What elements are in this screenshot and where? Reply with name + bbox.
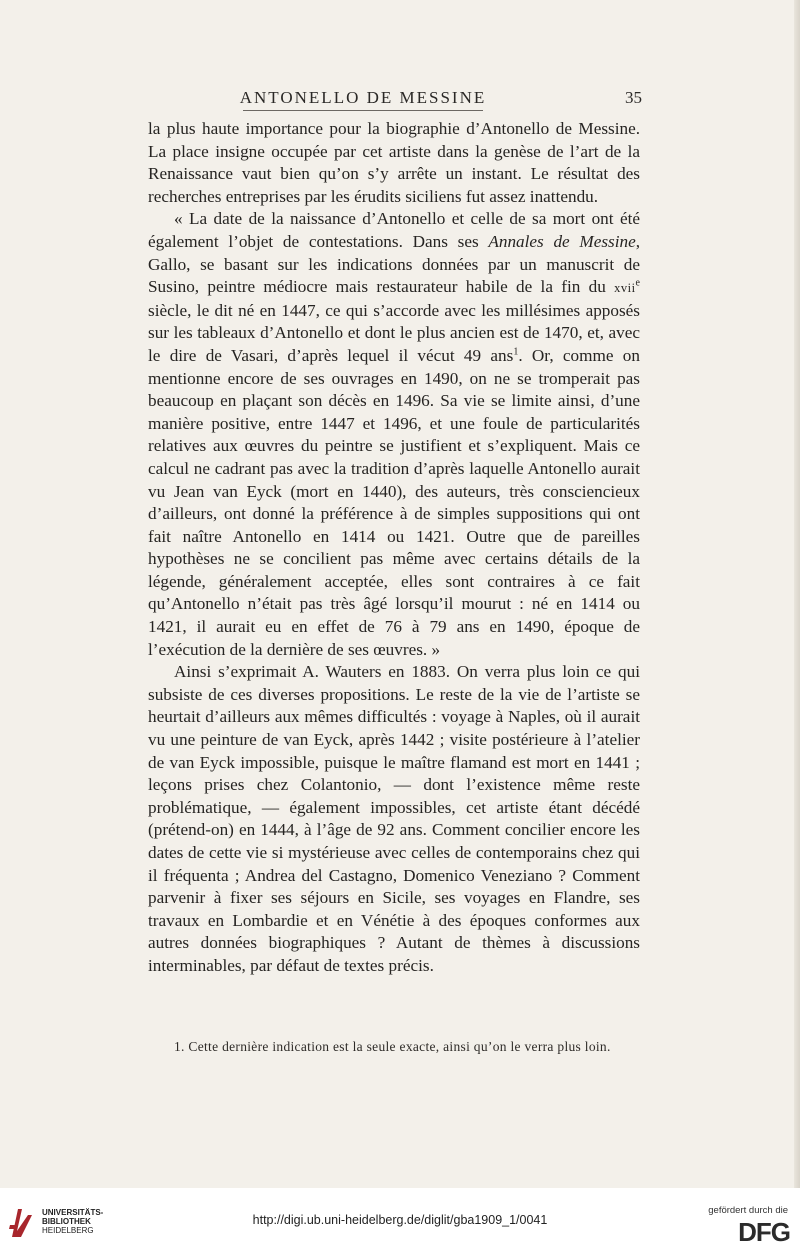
library-line-3: HEIDELBERG: [42, 1226, 94, 1235]
paragraph: [148, 208, 640, 661]
text-run: Ainsi s’exprimait A. Wauters en 1883. On verra plus loin ce qui subsiste de ces diverses propositions. Le reste de la vie de l’artiste se heurtait d’ailleurs aux mêmes difficultés : voyage à Naples, où il aurait vu une peinture de van Eyck, après 1442 ; visite postérieure à l’atelier de van Eyck impossible, puisque le maître flamand est mort en 1441 ; leçons prises chez Colantonio, — dont l’existence même reste problématique, — également impossibles, cet artiste étant décédé (prétend-on) en 1444, à l’âge de 92 ans. Comment concilier encore les dates de cette vie si mystérieuse avec celles de contemporains chez qui il fréquenta ; Andrea del Castagno, Domenico Veneziano ? Comment parvenir à fixer ses séjours en Sicile, ses voyages en Flandre, ses travaux en Lombardie et en Vénétie à des époques conformes aux autres données biographiques ? Autant de thèmes à discussions interminables, par défaut de textes précis.: [148, 662, 640, 975]
text-run: la plus haute importance pour la biographie d’Antonello de Messine. La place insigne occupée par cet artiste dans la genèse de l’art de la Renaissance vaut bien qu’on s’y arrête un instant. Le résultat des recherches entreprises par les érudits siciliens fut assez inattendu.: [148, 119, 640, 206]
text-run: , Gallo, se basant sur les indications données par un manuscrit de Susino, peintre médiocre mais restaurateur habile de la fin du: [148, 231, 640, 297]
source-url[interactable]: http://digi.ub.uni-heidelberg.de/diglit/gba1909_1/0041: [252, 1213, 548, 1227]
library-line-2: BIBLIOTHEK: [42, 1217, 91, 1226]
superscript: 1: [513, 346, 519, 358]
running-head-rule: [243, 110, 483, 111]
page-number: 35: [625, 88, 642, 107]
dfg-logo: DFG: [738, 1217, 790, 1247]
superscript: e: [635, 277, 640, 289]
paragraph: [148, 118, 640, 208]
running-head: [233, 88, 493, 108]
page-edge: [794, 0, 800, 1188]
text-run: xvii: [614, 281, 636, 296]
running-title: ANTONELLO DE MESSINE: [239, 88, 487, 107]
italic-title: Annales de Messine: [488, 231, 636, 251]
body-text: [148, 118, 640, 978]
paragraph: [148, 661, 640, 977]
library-line-1: UNIVERSITÄTS-: [42, 1208, 104, 1217]
funded-by-label: gefördert durch die: [708, 1205, 788, 1216]
text-run: « La date de la naissance d’Antonello et celle de sa mort ont été également l’objet de contestations. Dans ses: [148, 209, 640, 251]
text-run: siècle, le dit né en 1447, ce qui s’accorde avec les millésimes apposés sur les tableaux d’Antonello et dont le plus ancien est de 1470, et, avec le dire de Vasari, d’après lequel il vécut 49 ans: [148, 300, 640, 365]
text-run: . Or, comme on mentionne encore de ses ouvrages en 1490, on ne se tromperait pas beaucoup en plaçant son décès en 1496. Sa vie se limite ainsi, d’une manière positive, entre 1447 et 1496, et une foule de particularités relatives aux œuvres du peintre se justifient et s’expliquent. Mais ce calcul ne cadrant pas avec la tradition d’après laquelle Antonello aurait vu Jean van Eyck (mort en 1440), des auteurs, très consciencieux d’ailleurs, ont donné la préférence à de simples suppositions qui ont fait naître Antonello en 1414 ou 1421. Outre que de pareilles hypothèses ne se concilient pas même avec certains détails de la légende, généralement acceptée, elles sont contraires à ce fait qu’Antonello n’était pas très âgé lorsqu’il mourut : né en 1414 ou 1421, il aurait eu en effet de 76 à 79 ans en 1490, époque de l’exécution de la dernière de ses œuvres. »: [148, 345, 640, 659]
footnote: 1. Cette dernière indication est la seule exacte, ainsi qu’on le verra plus loin.: [174, 1039, 611, 1054]
